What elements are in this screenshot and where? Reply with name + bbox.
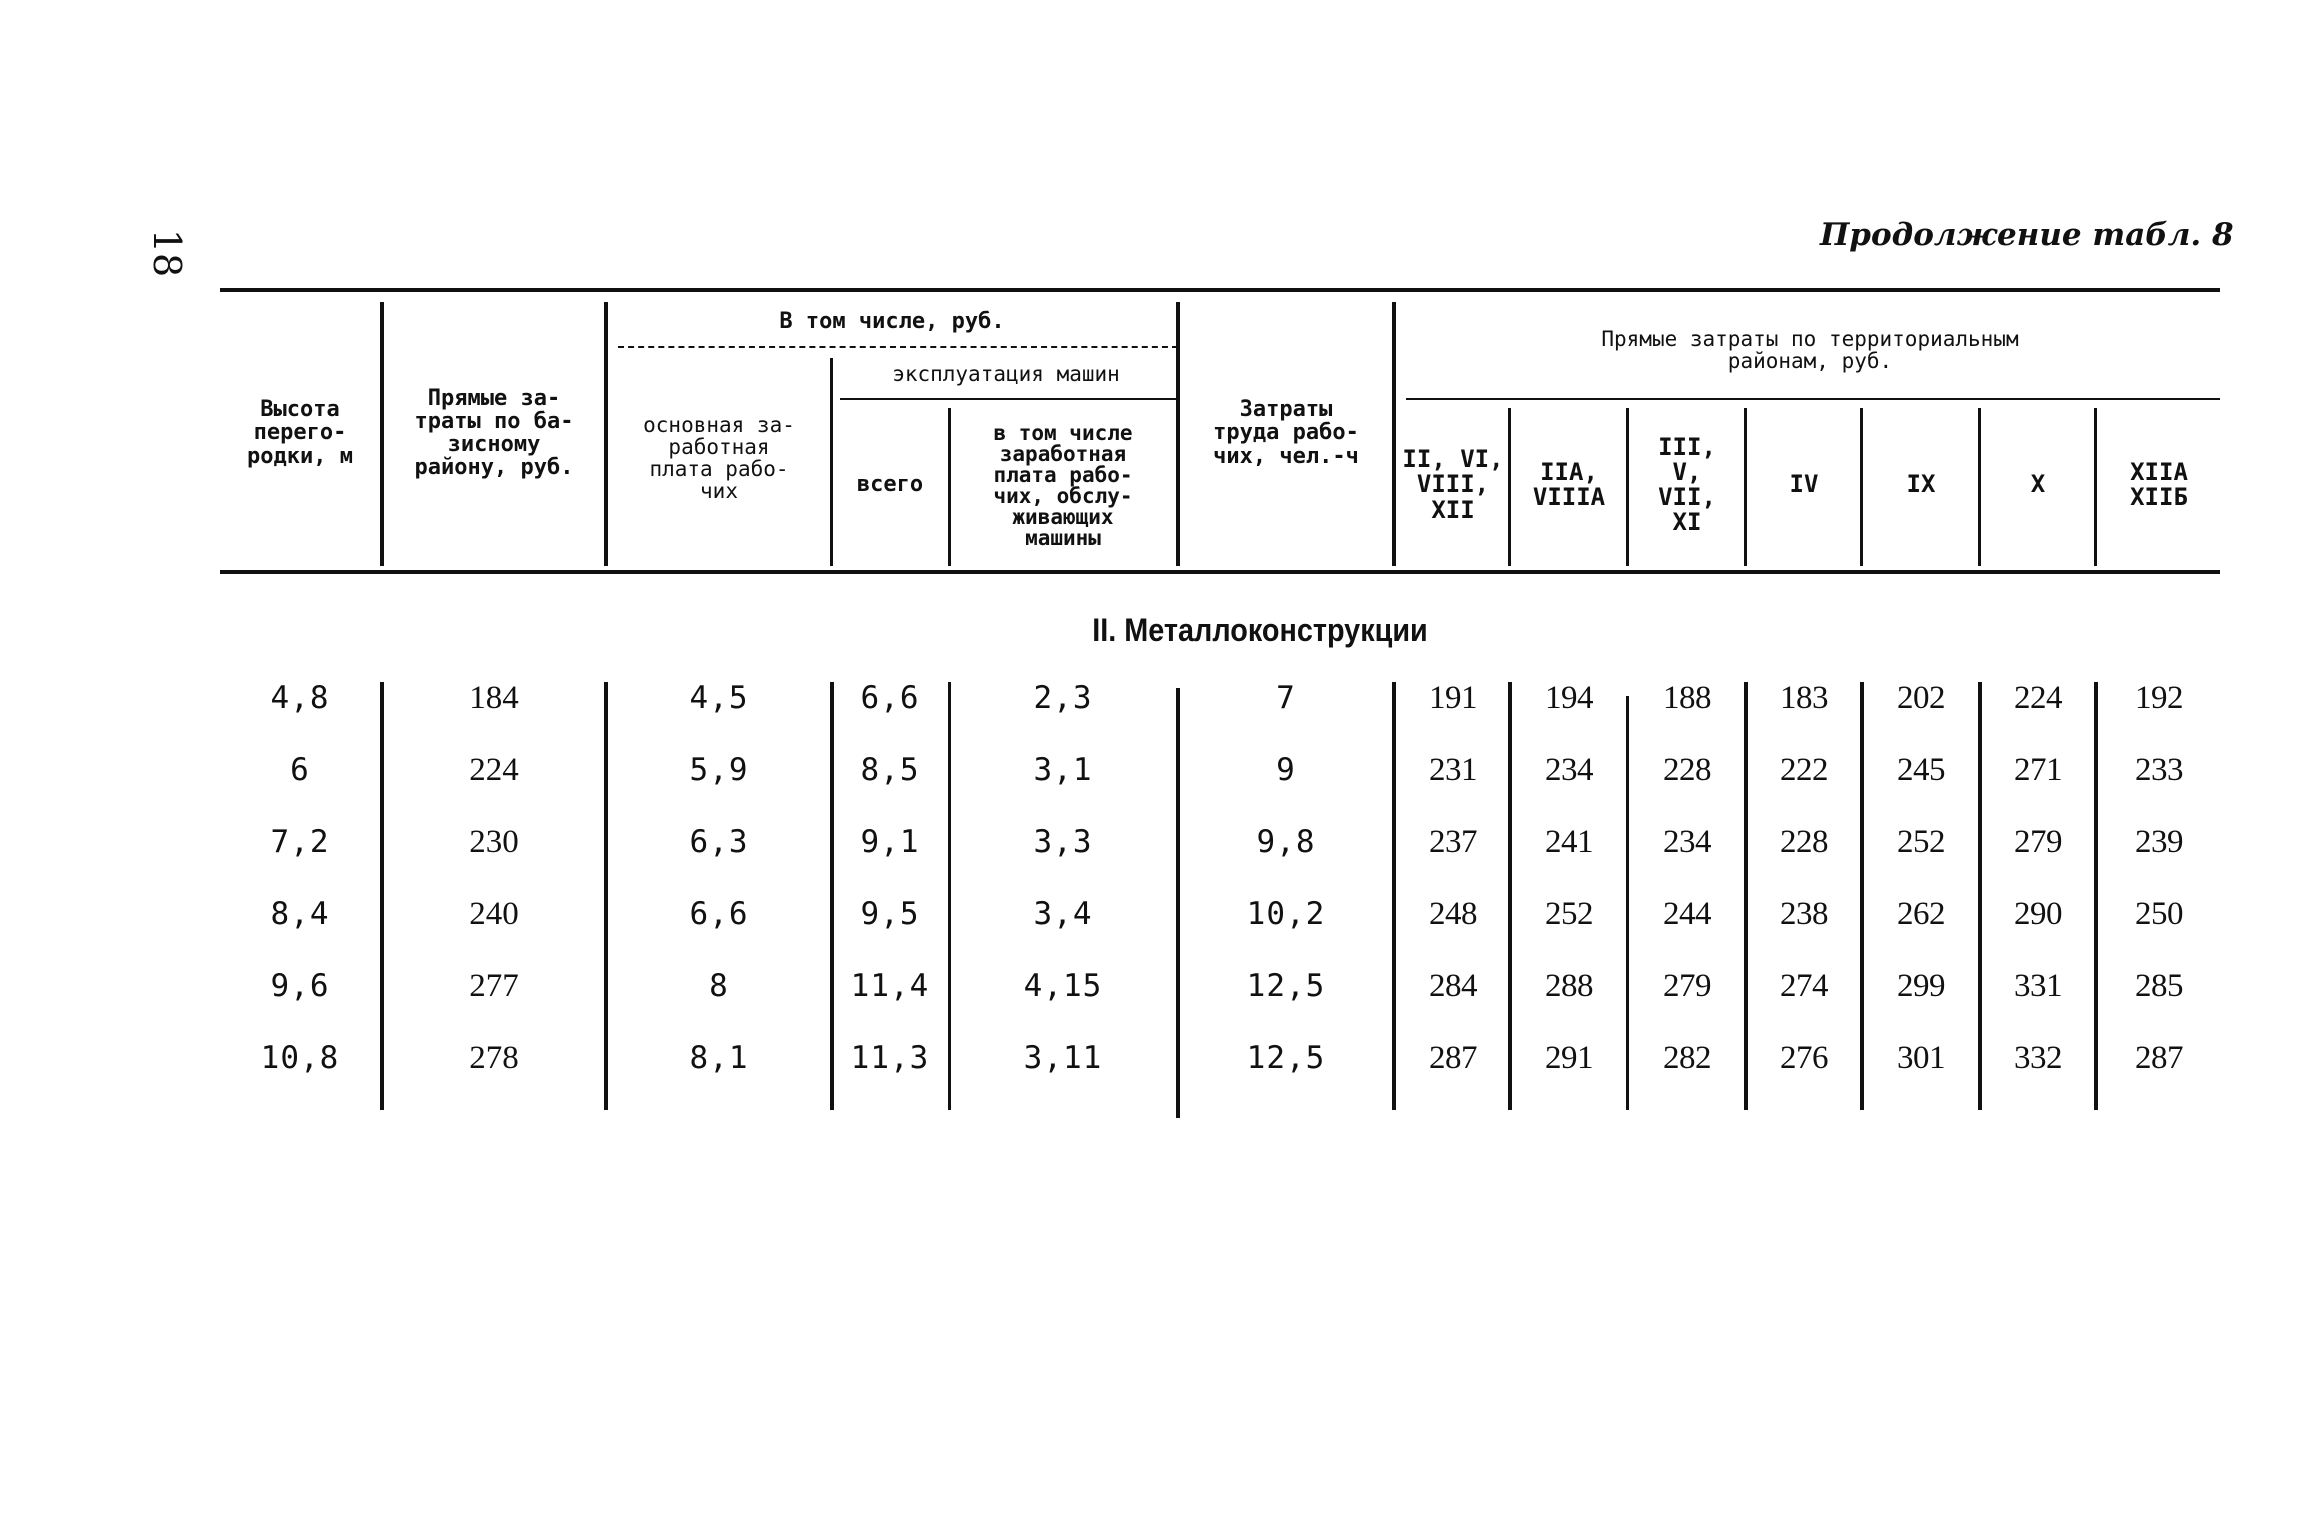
cell-region-value: 222: [1780, 751, 1828, 788]
cell-machine-total: 11,4: [850, 968, 930, 1004]
header-region-1: II, VI, VIII, XII: [1402, 445, 1504, 524]
cell-machine-total: 8,5: [860, 752, 920, 788]
header-separator: [1626, 408, 1629, 566]
header-region-6: X: [2030, 470, 2046, 499]
cell-region-value: 234: [1663, 823, 1711, 860]
cell-labor-costs: 7: [1276, 680, 1296, 716]
cell-region-value: 331: [2014, 967, 2062, 1004]
header-separator: [1978, 408, 1981, 566]
cell-main-wage: 4,5: [689, 680, 749, 716]
cell-operator-wage: 3,4: [1033, 896, 1093, 932]
cell-operator-wage: 3,1: [1033, 752, 1093, 788]
cell-region-value: 332: [2014, 1039, 2062, 1076]
table-row: [220, 950, 2220, 1022]
cell-region-value: 291: [1545, 1039, 1593, 1076]
cell-base-costs: 230: [469, 823, 519, 860]
cell-region-value: 233: [2135, 751, 2183, 788]
cell-region-value: 279: [1663, 967, 1711, 1004]
cell-machine-total: 9,5: [860, 896, 920, 932]
header-separator: [948, 408, 951, 566]
cell-region-value: 241: [1545, 823, 1593, 860]
header-separator: [1176, 302, 1180, 566]
header-region-7: XIIА XIIБ: [2130, 457, 2188, 511]
cell-region-value: 288: [1545, 967, 1593, 1004]
cell-region-value: 274: [1780, 967, 1828, 1004]
cell-labor-costs: 12,5: [1246, 968, 1326, 1004]
cell-operator-wage: 4,15: [1023, 968, 1103, 1004]
cell-labor-costs: 10,2: [1246, 896, 1326, 932]
cell-region-value: 290: [2014, 895, 2062, 932]
header-separator: [380, 302, 384, 566]
header-base-costs: Прямые за- траты по ба- зисному району, руб.: [414, 385, 574, 481]
cell-region-value: 188: [1663, 679, 1711, 716]
cell-labor-costs: 12,5: [1246, 1040, 1326, 1076]
table-row: [220, 1022, 2220, 1094]
cell-height: 9,6: [270, 968, 330, 1004]
header-main-wage: основная за- работная плата рабо- чих: [643, 412, 795, 504]
cell-operator-wage: 2,3: [1033, 680, 1093, 716]
cell-region-value: 231: [1429, 751, 1477, 788]
header-region-3: III, V, VII, XI: [1658, 432, 1716, 537]
cell-region-value: 250: [2135, 895, 2183, 932]
cell-height: 4,8: [270, 680, 330, 716]
header-including: В том числе, руб.: [779, 309, 1005, 335]
cell-region-value: 276: [1780, 1039, 1828, 1076]
including-underline: [618, 346, 1178, 348]
cell-region-value: 194: [1545, 679, 1593, 716]
header-separator: [1744, 408, 1747, 566]
header-separator: [604, 302, 608, 566]
cell-region-value: 234: [1545, 751, 1593, 788]
cell-base-costs: 240: [469, 895, 519, 932]
machine-operation-underline: [840, 398, 1180, 400]
cell-region-value: 262: [1897, 895, 1945, 932]
header-machine-total: всего: [856, 472, 924, 498]
cell-region-value: 252: [1897, 823, 1945, 860]
cell-machine-total: 11,3: [850, 1040, 930, 1076]
cell-height: 6: [290, 752, 310, 788]
cell-base-costs: 184: [469, 679, 519, 716]
cell-region-value: 282: [1663, 1039, 1711, 1076]
header-separator: [1508, 408, 1511, 566]
cell-region-value: 284: [1429, 967, 1477, 1004]
cell-main-wage: 8: [709, 968, 729, 1004]
cell-region-value: 252: [1545, 895, 1593, 932]
header-separator: [1860, 408, 1863, 566]
cell-labor-costs: 9: [1276, 752, 1296, 788]
table-top-rule: [220, 288, 2220, 292]
header-bottom-rule: [220, 570, 2220, 574]
cell-base-costs: 277: [469, 967, 519, 1004]
table-row: [220, 806, 2220, 878]
section-title: II. Металлоконструкции: [1092, 611, 1428, 648]
regional-costs-underline: [1406, 398, 2220, 400]
cell-region-value: 245: [1897, 751, 1945, 788]
cell-base-costs: 278: [469, 1039, 519, 1076]
cell-region-value: 224: [2014, 679, 2062, 716]
cell-main-wage: 6,3: [689, 824, 749, 860]
cell-region-value: 287: [2135, 1039, 2183, 1076]
cell-main-wage: 6,6: [689, 896, 749, 932]
cell-height: 7,2: [270, 824, 330, 860]
cell-region-value: 238: [1780, 895, 1828, 932]
cell-region-value: 191: [1429, 679, 1477, 716]
cell-region-value: 248: [1429, 895, 1477, 932]
cell-region-value: 299: [1897, 967, 1945, 1004]
cell-operator-wage: 3,3: [1033, 824, 1093, 860]
cell-region-value: 301: [1897, 1039, 1945, 1076]
cell-operator-wage: 3,11: [1023, 1040, 1103, 1076]
cell-region-value: 279: [2014, 823, 2062, 860]
cell-region-value: 228: [1780, 823, 1828, 860]
table-row: [220, 662, 2220, 734]
cell-region-value: 237: [1429, 823, 1477, 860]
cell-height: 10,8: [260, 1040, 340, 1076]
cell-region-value: 271: [2014, 751, 2062, 788]
cell-machine-total: 6,6: [860, 680, 920, 716]
header-operator-wage: в том числе заработная плата рабо- чих, обслу- живающих машины: [993, 421, 1133, 550]
cell-region-value: 239: [2135, 823, 2183, 860]
header-separator: [830, 358, 833, 566]
header-separator: [1392, 302, 1396, 566]
header-separator: [2094, 408, 2097, 566]
table-continuation-title: Продолжение табл. 8: [1820, 217, 2234, 253]
cell-region-value: 285: [2135, 967, 2183, 1004]
header-machine-operation: эксплуатация машин: [892, 361, 1120, 386]
table-row: [220, 734, 2220, 806]
header-region-2: IIА, VIIIА: [1532, 457, 1606, 511]
cell-machine-total: 9,1: [860, 824, 920, 860]
header-height: Высота перего- родки, м: [247, 397, 353, 469]
page-number: 18: [145, 228, 189, 278]
cell-region-value: 287: [1429, 1039, 1477, 1076]
cell-region-value: 244: [1663, 895, 1711, 932]
cell-region-value: 228: [1663, 751, 1711, 788]
header-labor-costs: Затраты труда рабо- чих, чел.-ч: [1213, 397, 1359, 469]
table-row: [220, 878, 2220, 950]
cell-base-costs: 224: [469, 751, 519, 788]
cell-height: 8,4: [270, 896, 330, 932]
header-regional-costs: Прямые затраты по территориальным районам, руб.: [1601, 326, 2019, 373]
cell-main-wage: 5,9: [689, 752, 749, 788]
header-region-4: IV: [1789, 470, 1819, 499]
header-region-5: IX: [1906, 470, 1936, 499]
cell-region-value: 202: [1897, 679, 1945, 716]
cell-labor-costs: 9,8: [1256, 824, 1316, 860]
cell-region-value: 183: [1780, 679, 1828, 716]
cell-region-value: 192: [2135, 679, 2183, 716]
cell-main-wage: 8,1: [689, 1040, 749, 1076]
